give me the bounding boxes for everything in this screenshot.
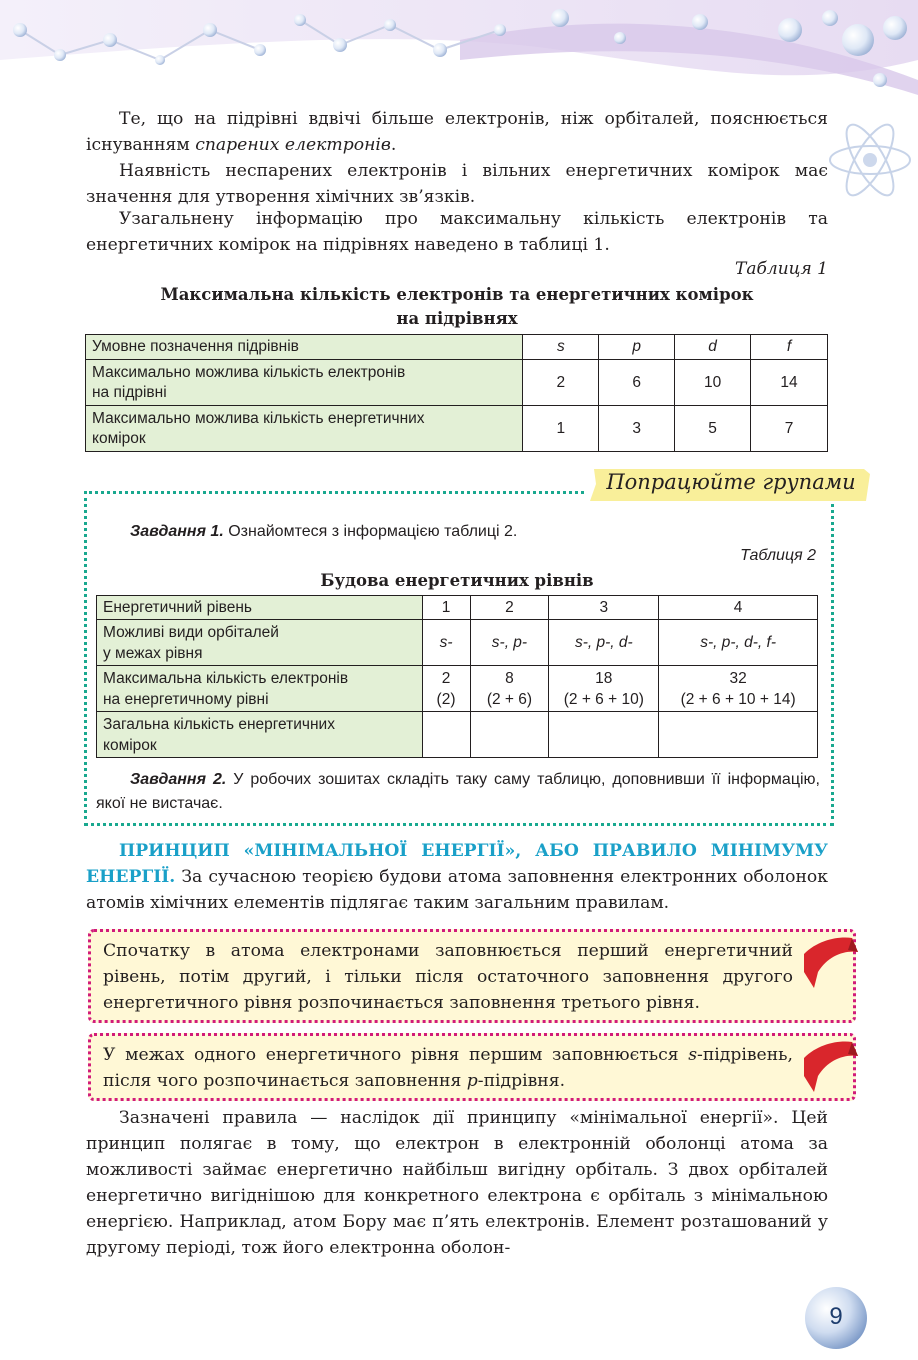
atom-decoration	[820, 100, 918, 220]
table-cell: 8 (2 + 6)	[470, 666, 549, 712]
task2: Завдання 2. У робочих зошитах складіть таку саму таблицю, доповнивши її інформацію, якої не вистачає.	[96, 771, 820, 812]
table-cell: 14	[751, 360, 828, 406]
table-row	[86, 406, 828, 452]
paragraph-unpaired-electrons: Наявність неспарених електронів і вільних енергетичних комірок має значення для утворення хімічних зв’язків.	[86, 161, 828, 207]
table2-title: Будова енергетичних рівнів	[320, 571, 594, 590]
table-cell: 1	[523, 406, 599, 452]
table-cell: 2	[523, 360, 599, 406]
principle-paragraph: ПРИНЦИП «МІНІМАЛЬНОЇ ЕНЕРГІЇ», АБО ПРАВИЛО МІНІМУМУ ЕНЕРГІЇ. За сучасною теорією будови атома заповнення електронних оболонок атомів хімічних елементів підлягає таким загальним правилам.	[86, 841, 828, 913]
table-cell: s-	[422, 620, 470, 666]
table-cell: 5	[675, 406, 751, 452]
table-cell: 7	[751, 406, 828, 452]
ribbon-bookmark-icon	[800, 932, 860, 988]
task1: Завдання 1. Ознайомтеся з інформацією таблиці 2.	[130, 523, 518, 540]
table-cell: 10	[675, 360, 751, 406]
group-work-label: Попрацюйте групами	[586, 466, 872, 504]
table-cell-label: Можливі види орбіталей у межах рівня	[97, 620, 423, 666]
table-cell: 32 (2 + 6 + 10 + 14)	[659, 666, 818, 712]
table-cell: 3	[599, 406, 675, 452]
table1-title-line2: на підрівнях	[396, 309, 518, 328]
table-cell-label: Загальна кількість енергетичних комірок	[97, 712, 423, 758]
rule-1-text: Спочатку в атома електронами заповнюється перший енергетичний рівень, потім другий, і тільки після остаточного заповнення другого енергетичного рівня розпочинається заповнення третього рівня.	[103, 941, 793, 1013]
table-cell: 2	[470, 596, 549, 620]
table1-title-line1: Максимальна кількість електронів та енергетичних комірок	[160, 285, 754, 304]
table-cell-empty	[470, 712, 549, 758]
table-cell: 3	[549, 596, 659, 620]
table-cell: 18 (2 + 6 + 10)	[549, 666, 659, 712]
table-cell-label: Умовне позначення підрівнів	[86, 335, 523, 360]
table-cell-label: Максимально можлива кількість електронів на підрівні	[86, 360, 523, 406]
table-cell-empty	[549, 712, 659, 758]
table-cell: 4	[659, 596, 818, 620]
rule-box-1	[88, 929, 856, 1023]
table-cell: 1	[422, 596, 470, 620]
page-number-badge	[803, 1285, 869, 1351]
table-row	[97, 596, 818, 620]
table-cell-label: Енергетичний рівень	[97, 596, 423, 620]
table1-caption: Таблиця 1	[735, 259, 828, 279]
term-paired-electrons: спарених електронів	[195, 135, 391, 155]
table2-caption: Таблиця 2	[740, 547, 816, 564]
paragraph-minimum-energy: Зазначені правила — наслідок дії принципу «мінімальної енергії». Цей принцип полягає в тому, що електрон в електронній оболонці атома за можливості займає енергетично найбільш вигідну орбіталь. З двох орбіталей енергетично вигіднішою для конкретного електрона є орбіталь з мінімальною енергією. Наприклад, атом Бору має п’ять електронів. Елемент розташований у другому періоді, тож його електронна оболон-	[86, 1108, 828, 1258]
molecule-banner-decoration	[0, 0, 918, 110]
table-cell: 6	[599, 360, 675, 406]
table-row	[86, 360, 828, 406]
table-row	[97, 620, 818, 666]
ribbon-bookmark-icon	[800, 1036, 860, 1092]
table-cell-empty	[659, 712, 818, 758]
table-row	[97, 666, 818, 712]
table-cell: p	[599, 335, 675, 360]
page-number: 9	[829, 1303, 843, 1330]
sublevel-capacity-table	[85, 334, 828, 452]
table-row	[86, 335, 828, 360]
energy-levels-table	[96, 595, 818, 758]
table-cell: s-, p-, d-	[549, 620, 659, 666]
table-cell: s	[523, 335, 599, 360]
table-row	[97, 712, 818, 758]
rule-2-text: У межах одного енергетичного рівня першим заповнюється s-підрівень, після чого розпочинається заповнення p-підрівня.	[103, 1045, 793, 1091]
table-cell: 2 (2)	[422, 666, 470, 712]
rule-box-2	[88, 1033, 856, 1101]
paragraph-table-reference: Узагальнену інформацію про максимальну кількість електронів та енергетичних комірок на підрівнях наведено в таблиці 1.	[86, 209, 828, 255]
table-cell: f	[751, 335, 828, 360]
table-cell: s-, p-	[470, 620, 549, 666]
paragraph-paired-electrons: Те, що на підрівні вдвічі більше електронів, ніж орбіталей, пояснюється існуванням спарених електронів.	[86, 109, 828, 155]
principle-heading: ПРИНЦИП «МІНІМАЛЬНОЇ ЕНЕРГІЇ», АБО ПРАВИЛО МІНІМУМУ ЕНЕРГІЇ.	[86, 841, 828, 887]
table-cell-label: Максимально можлива кількість енергетичних комірок	[86, 406, 523, 452]
table-cell-empty	[422, 712, 470, 758]
table-cell-label: Максимальна кількість електронів на енергетичному рівні	[97, 666, 423, 712]
table-cell: d	[675, 335, 751, 360]
table-cell: s-, p-, d-, f-	[659, 620, 818, 666]
